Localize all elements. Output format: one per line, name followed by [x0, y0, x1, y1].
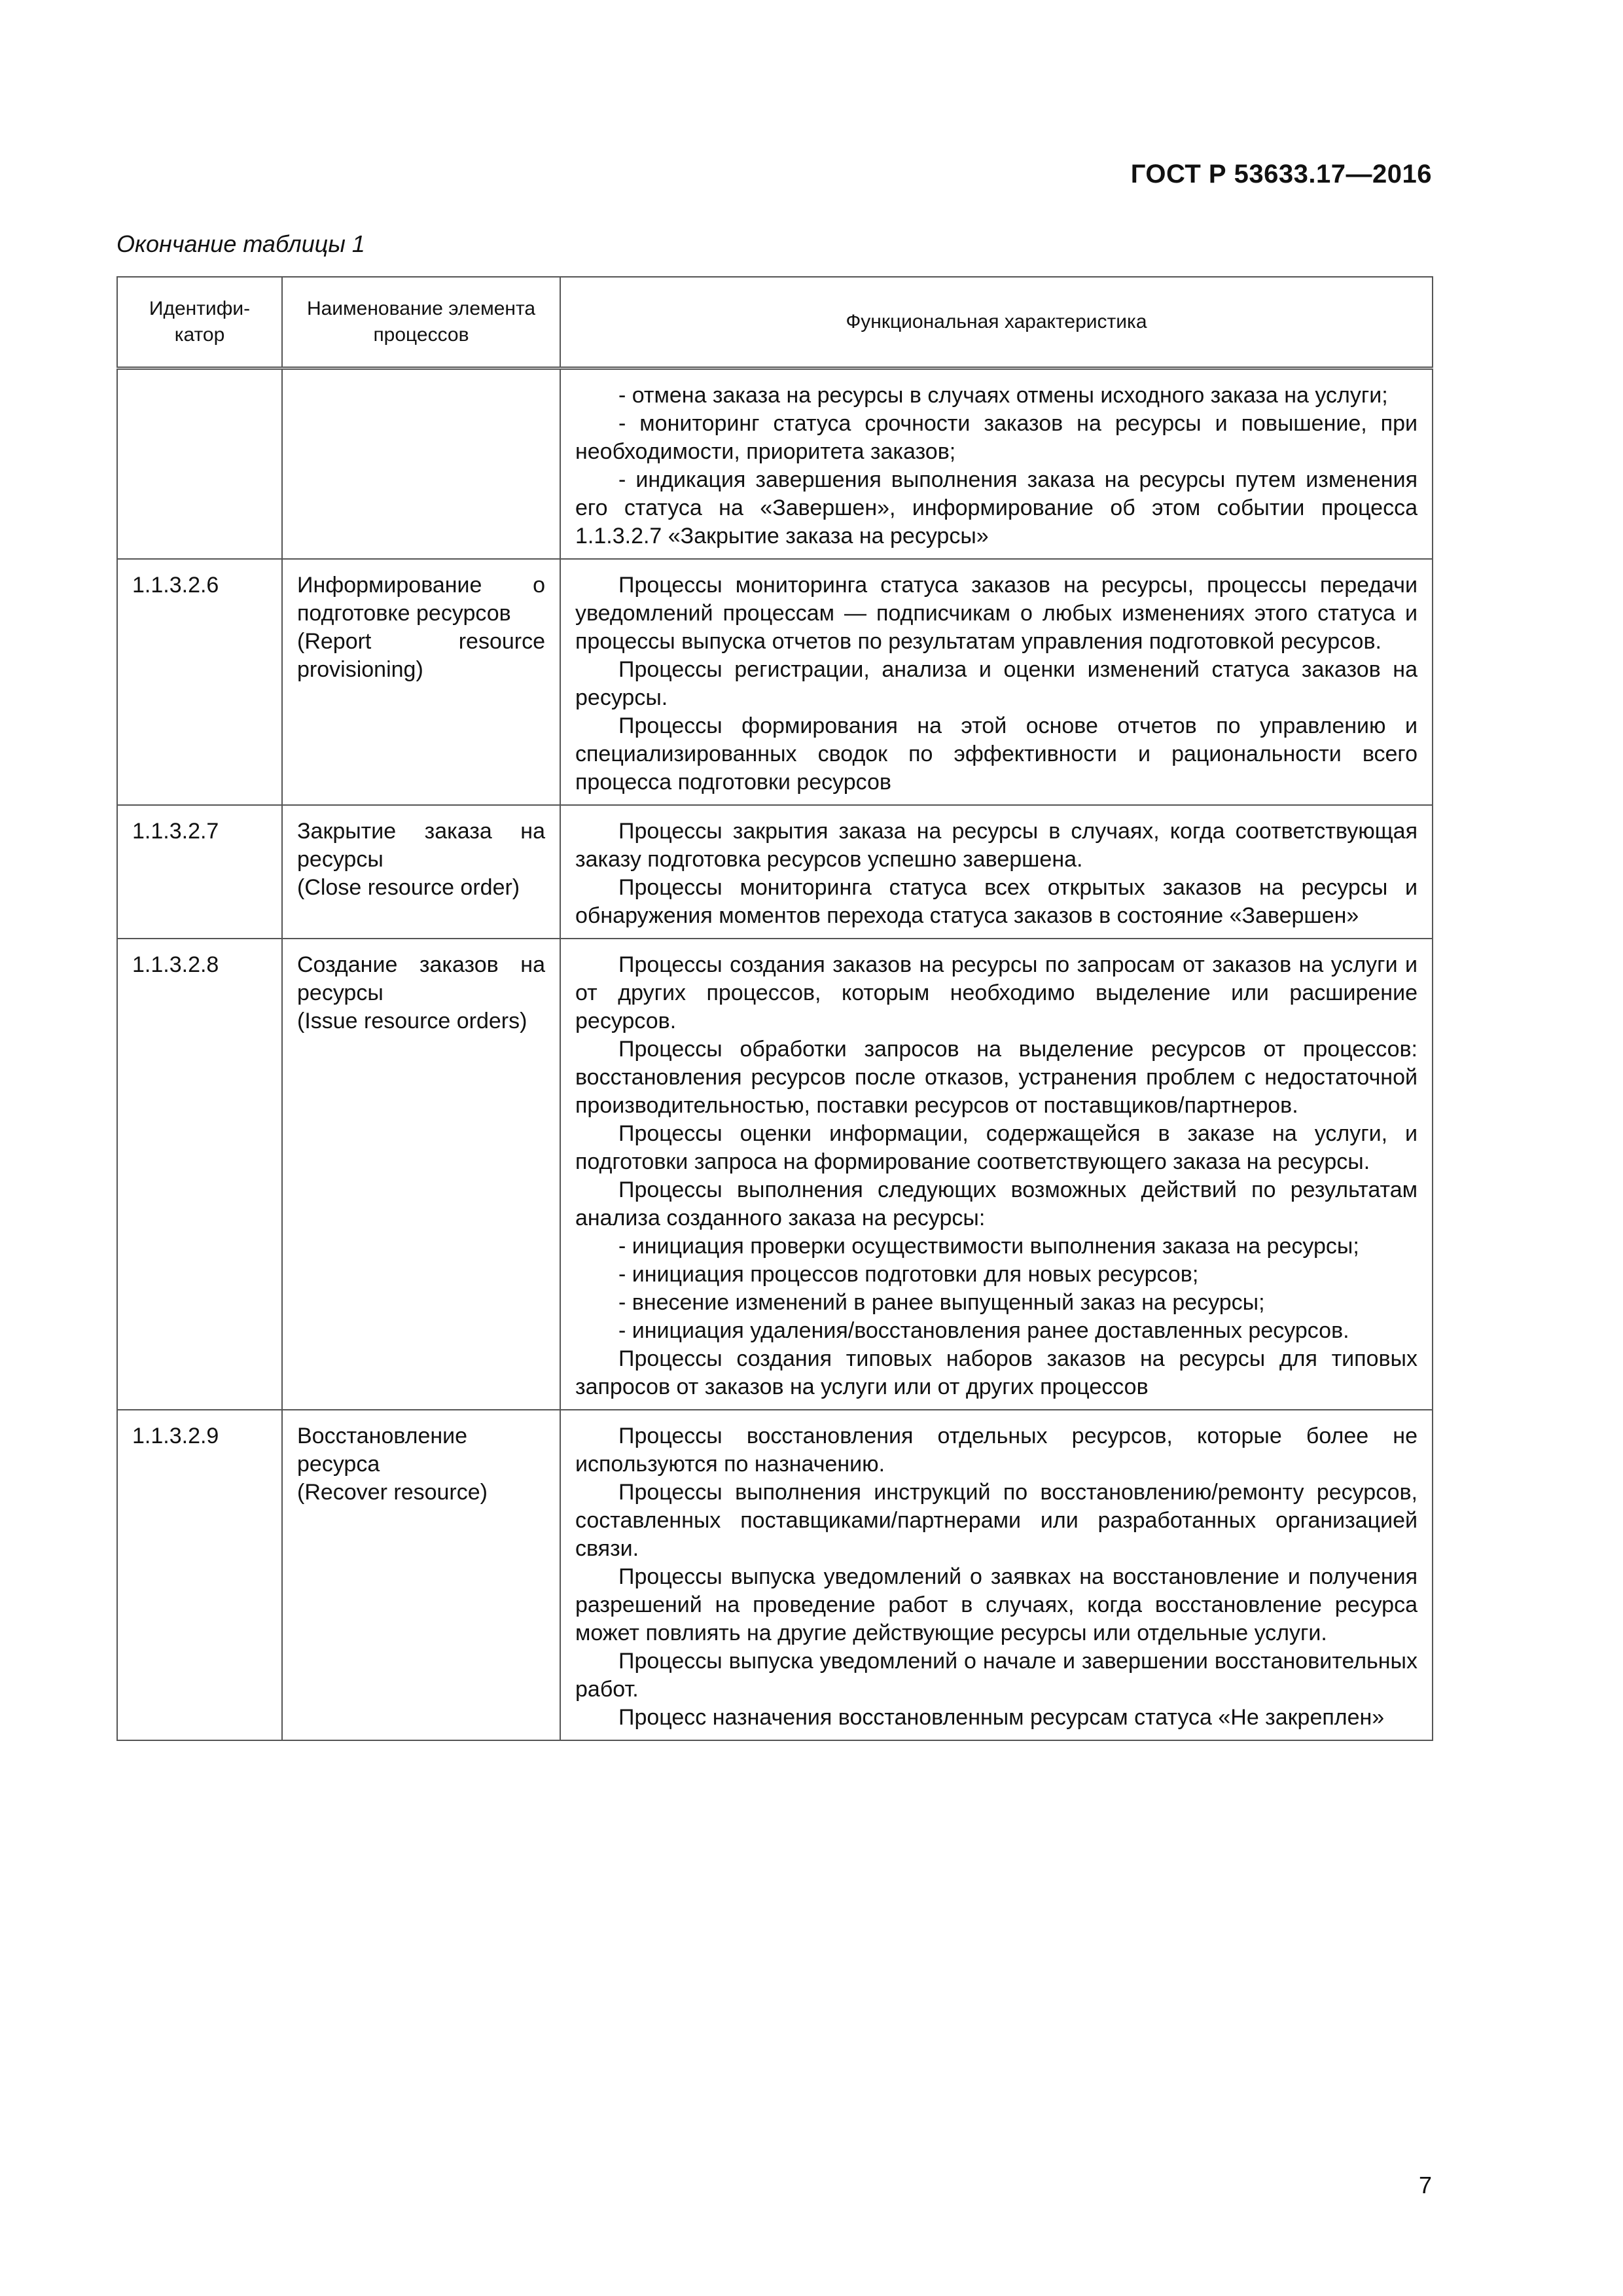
table-row	[117, 368, 1433, 560]
column-header-identifier	[117, 277, 282, 368]
process-name-line: (Report resource provisioning)	[297, 629, 545, 682]
table-row	[117, 939, 1433, 1410]
process-name	[282, 939, 560, 1410]
characteristic-paragraph: Процессы оценки информации, содержащейся в заказе на услуги, и подготовки запроса на формирование соответствующего заказа на ресурсы.	[575, 1121, 1418, 1174]
column-header-line: процессов	[373, 324, 469, 346]
characteristic-paragraph: Процессы выпуска уведомлений о начале и завершении восстановительных работ.	[575, 1649, 1418, 1702]
process-name-line: (Issue resource orders)	[297, 1009, 527, 1033]
column-header-line: Идентифи-	[149, 298, 251, 319]
functional-characteristic	[560, 1410, 1433, 1740]
process-name	[282, 559, 560, 805]
column-header-function	[560, 277, 1433, 368]
table-header-row	[117, 277, 1433, 368]
process-identifier: 1.1.3.2.8	[117, 939, 282, 1410]
table-row	[117, 805, 1433, 939]
process-name-line: Информирование о подготовке ресурсов	[297, 573, 545, 626]
process-name	[282, 1410, 560, 1740]
process-identifier: 1.1.3.2.7	[117, 805, 282, 939]
process-name-line: (Close resource order)	[297, 875, 520, 900]
process-name-line: Закрытие заказа на ресурсы	[297, 819, 545, 872]
characteristic-paragraph: Процессы восстановления отдельных ресурсов, которые более не используются по назначению.	[575, 1424, 1418, 1477]
characteristic-paragraph: - индикация завершения выполнения заказа на ресурсы путем изменения его статуса на «Завершен», информирование об этом событии процесса 1.1.3.2.7 «Закрытие заказа на ресурсы»	[575, 467, 1418, 548]
process-name	[282, 368, 560, 560]
characteristic-paragraph: Процессы создания заказов на ресурсы по запросам от заказов на услуги и от других процессов, которым необходимо выделение или расширение ресурсов.	[575, 952, 1418, 1033]
characteristic-paragraph: - инициация процессов подготовки для новых ресурсов;	[618, 1262, 1199, 1287]
column-header-name	[282, 277, 560, 368]
characteristic-paragraph: Процессы регистрации, анализа и оценки изменений статуса заказов на ресурсы.	[575, 657, 1418, 710]
process-identifier	[117, 368, 282, 560]
characteristic-paragraph: - отмена заказа на ресурсы в случаях отмены исходного заказа на услуги;	[618, 383, 1388, 408]
process-identifier: 1.1.3.2.6	[117, 559, 282, 805]
page-number: 7	[1418, 2172, 1432, 2198]
characteristic-paragraph: Процессы мониторинга статуса всех открытых заказов на ресурсы и обнаружения моментов перехода статуса заказов в состояние «Завершен»	[575, 875, 1418, 928]
process-name-line: (Recover resource)	[297, 1480, 488, 1505]
characteristic-paragraph: - инициация удаления/восстановления ранее доставленных ресурсов.	[618, 1318, 1349, 1343]
column-header-line: Наименование элемента	[306, 298, 536, 319]
functional-characteristic	[560, 559, 1433, 805]
characteristic-paragraph: Процессы закрытия заказа на ресурсы в случаях, когда соответствующая заказу подготовка ресурсов успешно завершена.	[575, 819, 1418, 872]
characteristic-paragraph: Процессы выполнения следующих возможных действий по результатам анализа созданного заказа на ресурсы:	[575, 1177, 1418, 1230]
table-row	[117, 1410, 1433, 1740]
column-header-line: Функциональная характеристика	[846, 311, 1147, 332]
functional-characteristic	[560, 939, 1433, 1410]
column-header-line: катор	[174, 324, 225, 346]
process-identifier: 1.1.3.2.9	[117, 1410, 282, 1740]
functional-characteristic	[560, 805, 1433, 939]
process-name-line: Создание заказов на ресурсы	[297, 952, 545, 1005]
characteristic-paragraph: - инициация проверки осуществимости выполнения заказа на ресурсы;	[618, 1234, 1359, 1259]
process-name-line: Восстановление ресурса	[297, 1424, 468, 1477]
characteristic-paragraph: - внесение изменений в ранее выпущенный заказ на ресурсы;	[618, 1290, 1265, 1315]
characteristic-paragraph: Процессы обработки запросов на выделение ресурсов от процессов: восстановления ресурсов после отказов, устранения проблем с недостаточной производительностью, поставки ресурсов от поставщиков/партнеров.	[575, 1037, 1418, 1118]
characteristic-paragraph: Процессы создания типовых наборов заказов на ресурсы для типовых запросов от заказов на услуги или от других процессов	[575, 1346, 1418, 1399]
functional-characteristic	[560, 368, 1433, 560]
characteristic-paragraph: Процессы выпуска уведомлений о заявках на восстановление и получения разрешений на проведение работ в случаях, когда восстановление ресурса может повлиять на другие действующие ресурсы или отдельные услуги.	[575, 1564, 1418, 1645]
characteristic-paragraph: Процесс назначения восстановленным ресурсам статуса «Не закреплен»	[618, 1705, 1385, 1730]
table-caption: Окончание таблицы 1	[116, 230, 365, 257]
processes-table	[116, 276, 1433, 1741]
characteristic-paragraph: - мониторинг статуса срочности заказов на ресурсы и повышение, при необходимости, приоритета заказов;	[575, 411, 1418, 464]
characteristic-paragraph: Процессы выполнения инструкций по восстановлению/ремонту ресурсов, составленных поставщиками/партнерами или разработанных организацией связи.	[575, 1480, 1418, 1561]
table-row	[117, 559, 1433, 805]
characteristic-paragraph: Процессы мониторинга статуса заказов на ресурсы, процессы передачи уведомлений процессам — подписчикам о любых изменениях этого статуса и процессы выпуска отчетов по результатам управления подготовкой ресурсов.	[575, 573, 1418, 654]
process-name	[282, 805, 560, 939]
standard-designation: ГОСТ Р 53633.17—2016	[1130, 160, 1432, 188]
characteristic-paragraph: Процессы формирования на этой основе отчетов по управлению и специализированных сводок по эффективности и рациональности всего процесса подготовки ресурсов	[575, 713, 1418, 795]
